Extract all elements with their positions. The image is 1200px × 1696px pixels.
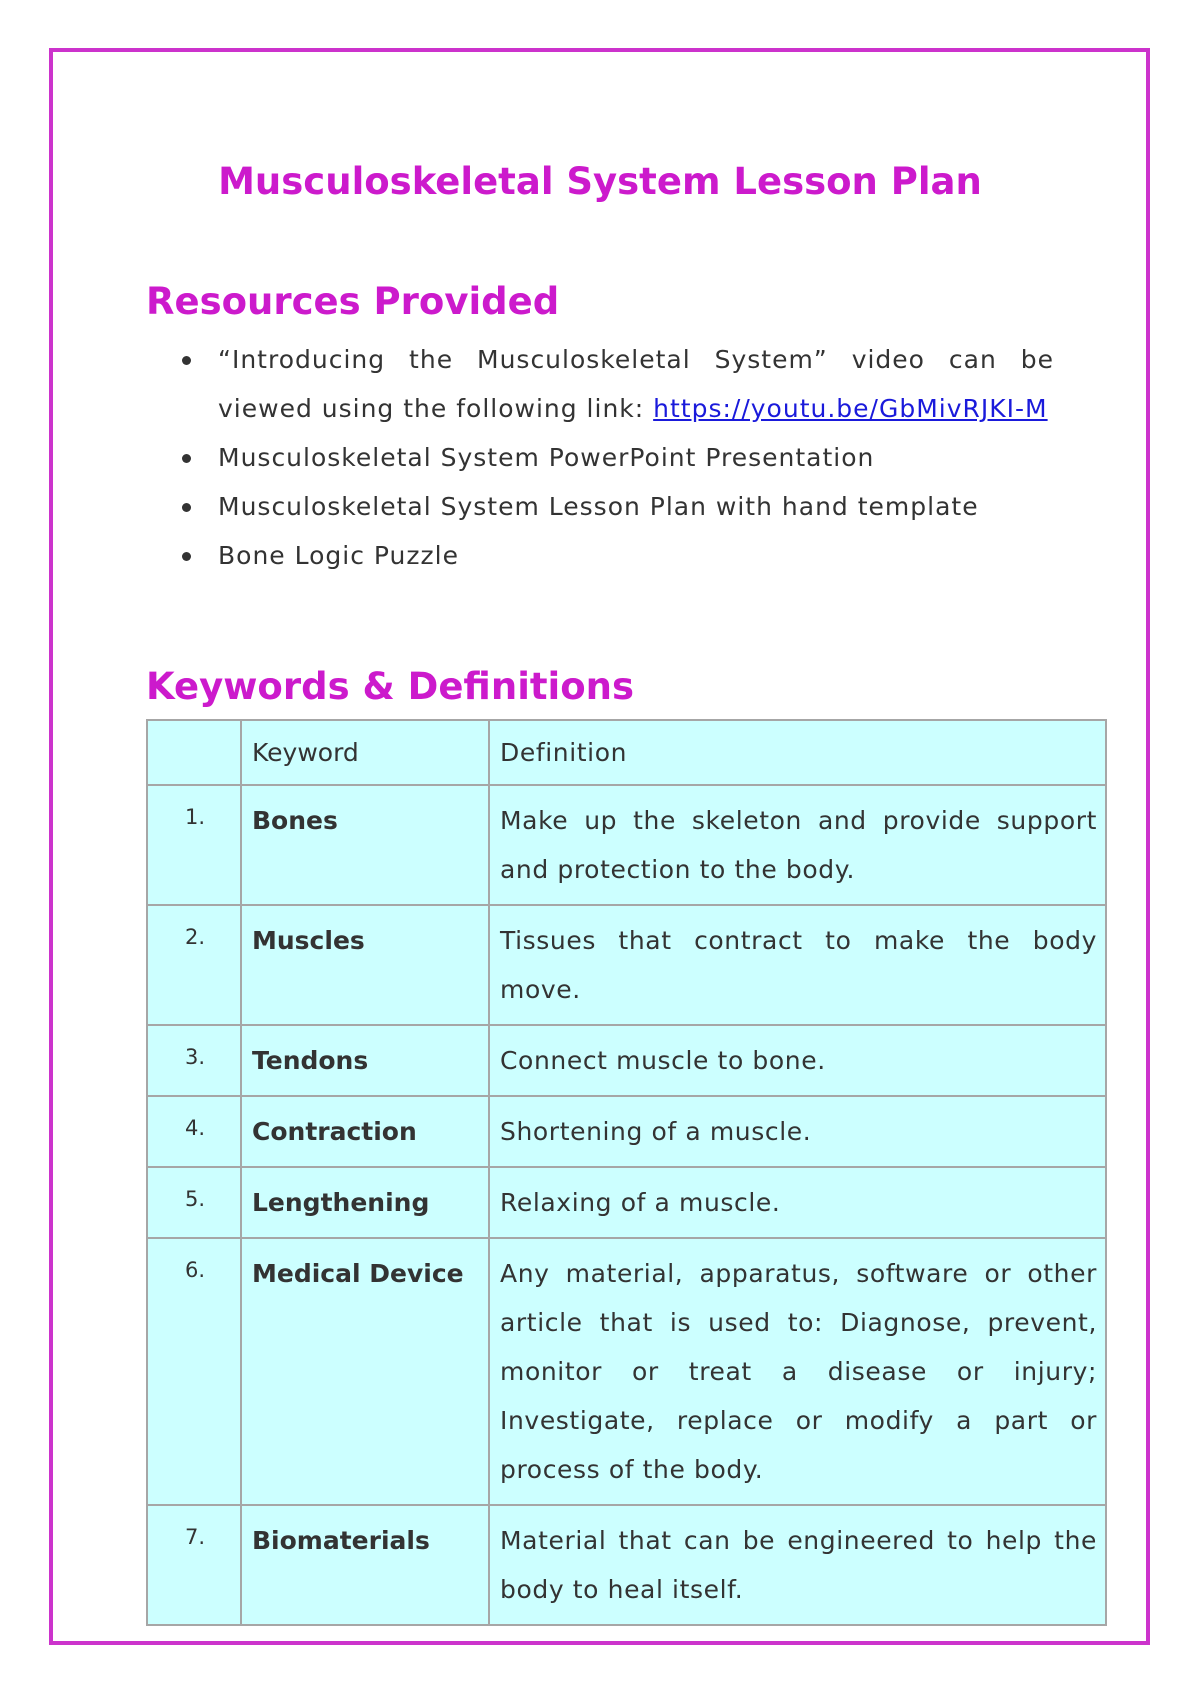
row-keyword: Tendons [241, 1025, 489, 1096]
bullet-icon [182, 552, 191, 561]
video-link[interactable]: https://youtu.be/GbMivRJKI-M [653, 394, 1048, 423]
row-keyword: Contraction [241, 1096, 489, 1167]
table-header-row [147, 720, 1106, 785]
resource-item-powerpoint [182, 433, 1054, 482]
bullet-icon [182, 356, 191, 365]
table-row [147, 1505, 1106, 1625]
row-definition: Material that can be engineered to help the body to heal itself. [489, 1505, 1106, 1625]
table-row [147, 1025, 1106, 1096]
resource-item-lesson-plan [182, 482, 1054, 531]
table-row [147, 785, 1106, 905]
bullet-icon [182, 503, 191, 512]
row-keyword: Medical Device [241, 1238, 489, 1505]
row-keyword: Biomaterials [241, 1505, 489, 1625]
table-row [147, 905, 1106, 1025]
row-number: 4. [147, 1096, 241, 1167]
row-definition: Make up the skeleton and provide support and protection to the body. [489, 785, 1106, 905]
row-number: 6. [147, 1238, 241, 1505]
row-number: 3. [147, 1025, 241, 1096]
row-number: 5. [147, 1167, 241, 1238]
row-keyword: Lengthening [241, 1167, 489, 1238]
row-definition: Tissues that contract to make the body move. [489, 905, 1106, 1025]
table-row [147, 1238, 1106, 1505]
resource-item-video [182, 335, 1054, 433]
resource-item-text: “Introducing the Musculoskeletal System” video can be viewed using the following link: [218, 345, 1054, 423]
resource-item-puzzle [182, 531, 1054, 580]
table-row [147, 1096, 1106, 1167]
row-number: 2. [147, 905, 241, 1025]
row-definition: Any material, apparatus, software or other article that is used to: Diagnose, prevent, monitor or treat a disease or injury; Investigate, replace or modify a part or process of the body. [489, 1238, 1106, 1505]
row-definition: Shortening of a muscle. [489, 1096, 1106, 1167]
keywords-table [146, 719, 1107, 1626]
header-keyword: Keyword [241, 720, 489, 785]
document-title: Musculoskeletal System Lesson Plan [218, 160, 982, 203]
row-definition: Connect muscle to bone. [489, 1025, 1106, 1096]
resources-heading: Resources Provided [146, 280, 560, 323]
resource-item-text: Bone Logic Puzzle [218, 541, 459, 570]
bullet-icon [182, 454, 191, 463]
row-definition: Relaxing of a muscle. [489, 1167, 1106, 1238]
resource-item-text: Musculoskeletal System PowerPoint Presentation [218, 443, 875, 472]
table-row [147, 1167, 1106, 1238]
resource-list [182, 335, 1054, 580]
resource-item-text: Musculoskeletal System Lesson Plan with hand template [218, 492, 979, 521]
keywords-heading: Keywords & Definitions [146, 665, 635, 708]
row-number: 7. [147, 1505, 241, 1625]
row-keyword: Muscles [241, 905, 489, 1025]
row-number: 1. [147, 785, 241, 905]
header-number [147, 720, 241, 785]
row-keyword: Bones [241, 785, 489, 905]
header-definition: Definition [489, 720, 1106, 785]
